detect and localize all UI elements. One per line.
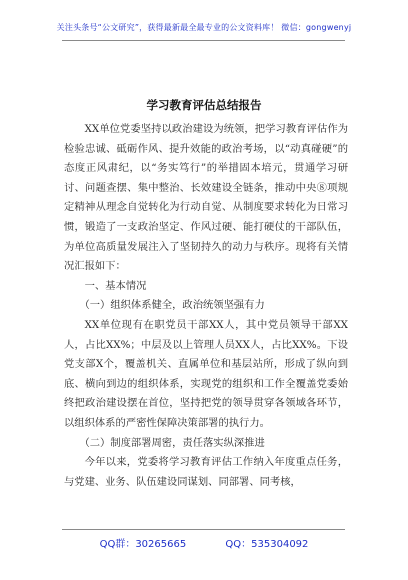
subsection-heading-2: （二）制度部署周密，责任落实纵深推进 [79,436,265,449]
footer-divider [62,529,345,530]
footer-contacts [0,535,408,550]
header-banner: 关注头条号“公文研究”，获得最新最全最专业的公文资料库！ 微信：gongwenyj [56,23,352,32]
intro-paragraph: XX单位党委坚持以政治建设为统领，把学习教育评估作为检验忠诚、砥砺作风、提升效能的政治考场，以“动真碰硬”的态度正风肃纪，以“务实笃行”的举措固本培元，贯通学习研讨、问题查摆、集中整治、长效建设全链条，推动中央⑧项规定精神从理念自觉转化为行动自觉、从制度要求转化为日常习惯，锻造了一支政治坚定、作风过硬、能打硬仗的干部队伍，为单位高质量发展注入了坚韧持久的动力与秩序。现将有关情况汇报如下： [64,123,348,273]
footer-qq-group: QQ群：30265665 [99,539,187,550]
body-paragraph-2: 今年以来，党委将学习教育评估工作纳入年度重点任务，与党建、业务、队伍建设同谋划、同部署、同考核， [64,456,348,488]
subsection-heading-1: （一）组织体系健全，政治统领坚强有力 [79,299,265,312]
document-title: 学习教育评估总结报告 [146,98,262,112]
section-heading-1: 一、基本情况 [84,279,147,292]
header-divider [62,40,345,41]
body-paragraph-1: XX单位现有在职党员干部XX人，其中党员领导干部XX人，占比XX%；中层及以上管理人员XX人，占比XX%。下设党支部X个，覆盖机关、直属单位和基层站所，形成了纵向到底、横向到边的组织体系，实现党的组织和工作全覆盖党委始终把政治建设摆在首位，坚持把党的领导贯穿各领域各环节，以组织体系的严密性保障决策部署的执行力。 [64,318,348,429]
footer-qq: QQ：535304092 [225,539,309,550]
document-body [64,120,348,492]
